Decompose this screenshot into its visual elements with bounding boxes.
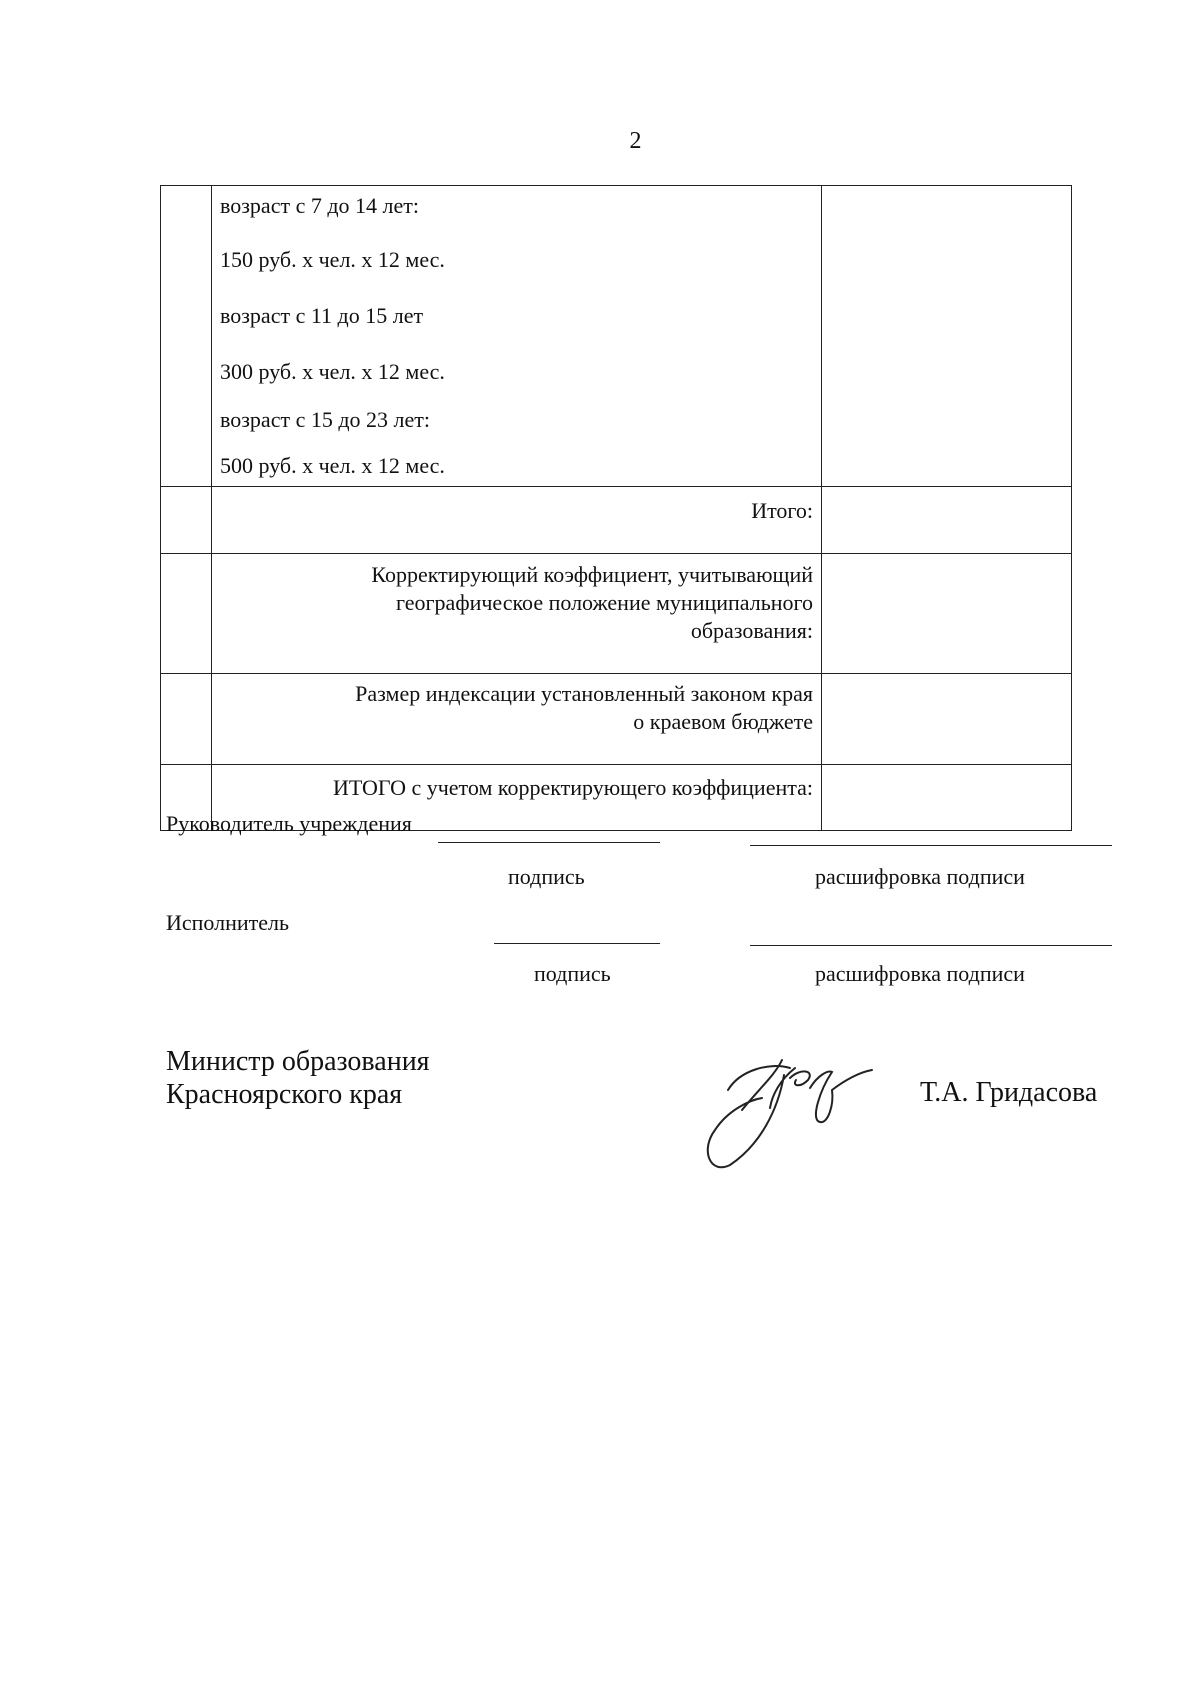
value-cell	[822, 554, 1072, 674]
indexation-line: о краевом бюджете	[633, 709, 813, 734]
handwritten-signature	[700, 1050, 880, 1170]
head-label: Руководитель учреждения	[166, 811, 412, 836]
indexation-line: Размер индексации установленный законом края	[355, 681, 813, 706]
minister-title-line: Красноярского края	[166, 1079, 403, 1110]
number-cell	[161, 487, 212, 554]
executor-label: Исполнитель	[166, 910, 290, 935]
executor-signature-line	[494, 943, 660, 944]
executor-decoding-caption: расшифровка подписи	[815, 961, 1025, 986]
total-label: ИТОГО с учетом корректирующего коэффициента:	[212, 765, 822, 831]
formula-line: возраст с 15 до 23 лет:	[220, 407, 430, 432]
formula-line: 500 руб. х чел. х 12 мес.	[220, 453, 445, 478]
formula-line: 300 руб. х чел. х 12 мес.	[220, 359, 445, 384]
table-row-itogo	[161, 487, 1072, 554]
coefficient-line: географическое положение муниципального	[396, 590, 813, 615]
indexation-label	[212, 674, 822, 765]
page-number: 2	[629, 128, 642, 154]
coefficient-line: Корректирующий коэффициент, учитывающий	[371, 562, 813, 587]
table-row-formulas	[161, 186, 1072, 487]
formula-line: 150 руб. х чел. х 12 мес.	[220, 247, 445, 272]
table-row-coefficient	[161, 554, 1072, 674]
coefficient-line: образования:	[690, 618, 813, 643]
value-cell	[822, 186, 1072, 487]
number-cell	[161, 554, 212, 674]
head-decoding-line	[750, 845, 1112, 846]
value-cell	[822, 674, 1072, 765]
executor-decoding-line	[750, 945, 1112, 946]
value-cell	[822, 487, 1072, 554]
minister-title-line: Министр образования	[166, 1046, 430, 1077]
executor-signature-caption: подпись	[534, 961, 611, 986]
formula-line: возраст с 7 до 14 лет:	[220, 193, 419, 218]
head-decoding-caption: расшифровка подписи	[815, 864, 1025, 889]
value-cell	[822, 765, 1072, 831]
coefficient-label	[212, 554, 822, 674]
number-cell	[161, 186, 212, 487]
head-signature-line	[438, 842, 660, 843]
number-cell	[161, 674, 212, 765]
formula-line: возраст с 11 до 15 лет	[220, 303, 424, 328]
minister-name: Т.А. Гридасова	[920, 1077, 1098, 1108]
formula-cell	[212, 186, 822, 487]
calculation-table	[160, 185, 1072, 831]
itogo-label: Итого:	[212, 487, 822, 554]
head-signature-caption: подпись	[508, 864, 585, 889]
table-row-indexation	[161, 674, 1072, 765]
minister-title	[166, 1045, 430, 1111]
